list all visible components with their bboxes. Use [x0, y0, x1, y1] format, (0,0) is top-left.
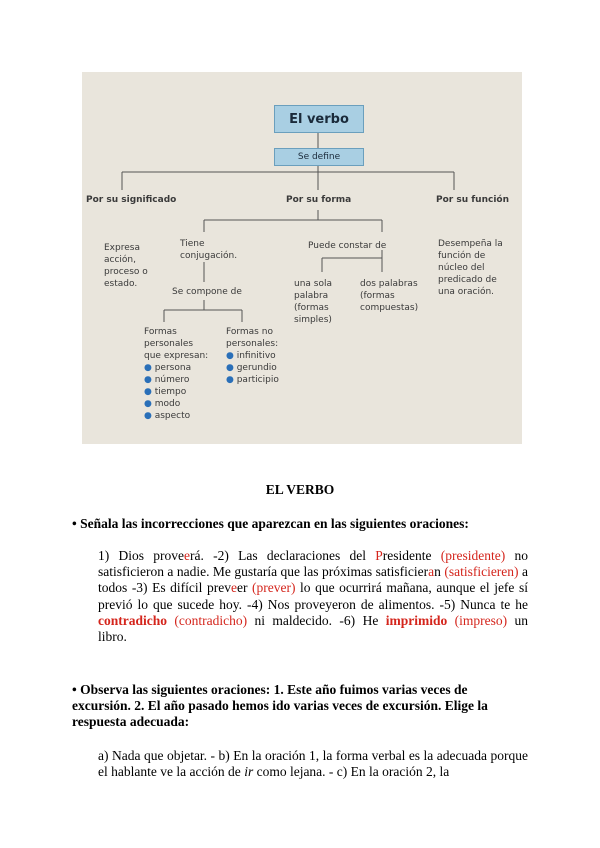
text-run-red: e [183, 548, 190, 563]
text-line: Tiene [180, 239, 205, 249]
text-line: compuestas) [360, 303, 419, 313]
exercise-1-text [98, 548, 528, 645]
se-compone-de: Se compone de [172, 287, 242, 297]
text-line: dos palabras [360, 279, 418, 289]
formas-personales [144, 326, 208, 422]
branch-funcion-title: Por su función [436, 195, 509, 205]
list-item-label: tiempo [154, 387, 187, 397]
page-title: EL VERBO [265, 482, 335, 497]
text-line: Formas [144, 327, 177, 337]
correction-text: (prever) [252, 580, 296, 596]
list-item [226, 374, 279, 386]
exercise-2-heading: • Observa las siguientes oraciones: 1. Este año fuimos varias veces de excursión. 2. El año pasado hemos ido varias veces de excursión. Elige la respuesta adecuada: [72, 682, 488, 729]
list-item-label: número [154, 375, 190, 385]
text-run: 1) Dios prove [98, 548, 184, 563]
text-line: estado. [104, 279, 138, 289]
error-word: contradicho [98, 612, 167, 628]
text-run: un libro. [98, 612, 529, 645]
text-line: núcleo del [438, 263, 485, 273]
significado-text [104, 242, 148, 290]
diagram-root-label: El verbo [289, 111, 349, 127]
list-item [226, 350, 279, 362]
text-run: no satisficieron a nadie. Me gustaría que las próximas satisficier [98, 548, 528, 580]
bullet-icon: ● [144, 363, 155, 373]
branch-forma-title: Por su forma [286, 195, 352, 205]
text-line: Expresa [104, 243, 140, 253]
text-run: a todos -3) Es difícil prev [98, 564, 528, 596]
text-run: rá. -2) Las declaraciones del [189, 548, 376, 563]
italic-word: ir [244, 764, 254, 780]
error-word: imprimido [385, 612, 448, 628]
text-line: palabra [294, 291, 329, 301]
text-line: Formas no [226, 327, 273, 337]
text-line: (formas [294, 303, 329, 313]
text-run: er [236, 580, 253, 596]
list-item-label: aspecto [154, 411, 191, 421]
diagram-defines-label: Se define [297, 152, 341, 162]
text-line: una sola [294, 279, 332, 289]
bullet-icon: ● [144, 411, 155, 421]
text-line: predicado de [438, 275, 497, 285]
verb-diagram [82, 72, 522, 444]
correction-text: (presidente) [440, 548, 506, 563]
text-line: una oración. [438, 287, 495, 297]
list-item-label: participio [236, 375, 279, 385]
text-line: simples) [294, 315, 332, 325]
text-run: como lejana. - c) En la oración 2, la [253, 764, 450, 780]
text-line: proceso o [104, 267, 148, 277]
bullet-icon: ● [144, 399, 155, 409]
exercise-2-text [98, 748, 528, 780]
list-item [144, 362, 208, 374]
text-run: lo que ocurrirá mañana, aunque el jefe sí previó lo que sucede hoy. -4) Nos proveyeron de alimentos. -5) Nunca te he [98, 580, 528, 612]
diagram-defines-box [274, 148, 364, 166]
exercise-1-heading: • Señala las incorrecciones que aparezcan en las siguientes oraciones: [72, 516, 469, 531]
text-line: función de [438, 251, 486, 261]
correction-text: (contradicho) [174, 612, 248, 628]
list-item-label: modo [154, 399, 181, 409]
text-run: a) Nada que objetar. - b) En la oración 1, la forma verbal es la adecuada porque el hablante ve la acción de [98, 748, 528, 780]
dos-palabras [360, 278, 418, 314]
correction-text: (satisficieren) [444, 564, 519, 580]
text-line: personales: [226, 339, 279, 349]
text-line: conjugación. [180, 251, 238, 261]
list-item [144, 398, 208, 410]
bullet-icon: ● [144, 387, 155, 397]
text-line: que expresan: [144, 351, 209, 361]
list-item-label: persona [154, 363, 192, 373]
correction-text: (impreso) [454, 612, 508, 628]
text-line: Desempeña la [438, 239, 503, 249]
tiene-conjugacion [180, 238, 237, 262]
branch-significado-title: Por su significado [86, 195, 177, 205]
formas-no-personales [226, 326, 279, 386]
list-item [144, 410, 208, 422]
text-line: acción, [104, 255, 136, 265]
bullet-icon: ● [144, 375, 155, 385]
text-run [447, 613, 454, 628]
funcion-text [438, 238, 503, 298]
text-run: n [434, 564, 445, 580]
bullet-icon: ● [226, 351, 237, 361]
text-line: personales [144, 339, 194, 349]
text-run: residente [382, 548, 441, 563]
una-sola-palabra [294, 278, 332, 326]
text-run: ni maldecido. -6) He [247, 612, 386, 628]
bullet-icon: ● [226, 363, 237, 373]
text-run-red: e [230, 580, 237, 596]
text-run-red: P [375, 548, 383, 563]
bullet-icon: ● [226, 375, 237, 385]
text-line: (formas [360, 291, 395, 301]
list-item [144, 386, 208, 398]
list-item-label: gerundio [236, 363, 277, 373]
text-run-red: a [428, 564, 435, 580]
list-item [144, 374, 208, 386]
puede-constar-de: Puede constar de [308, 241, 387, 251]
list-item [226, 362, 279, 374]
list-item-label: infinitivo [236, 351, 276, 361]
diagram-root-box [274, 105, 364, 133]
